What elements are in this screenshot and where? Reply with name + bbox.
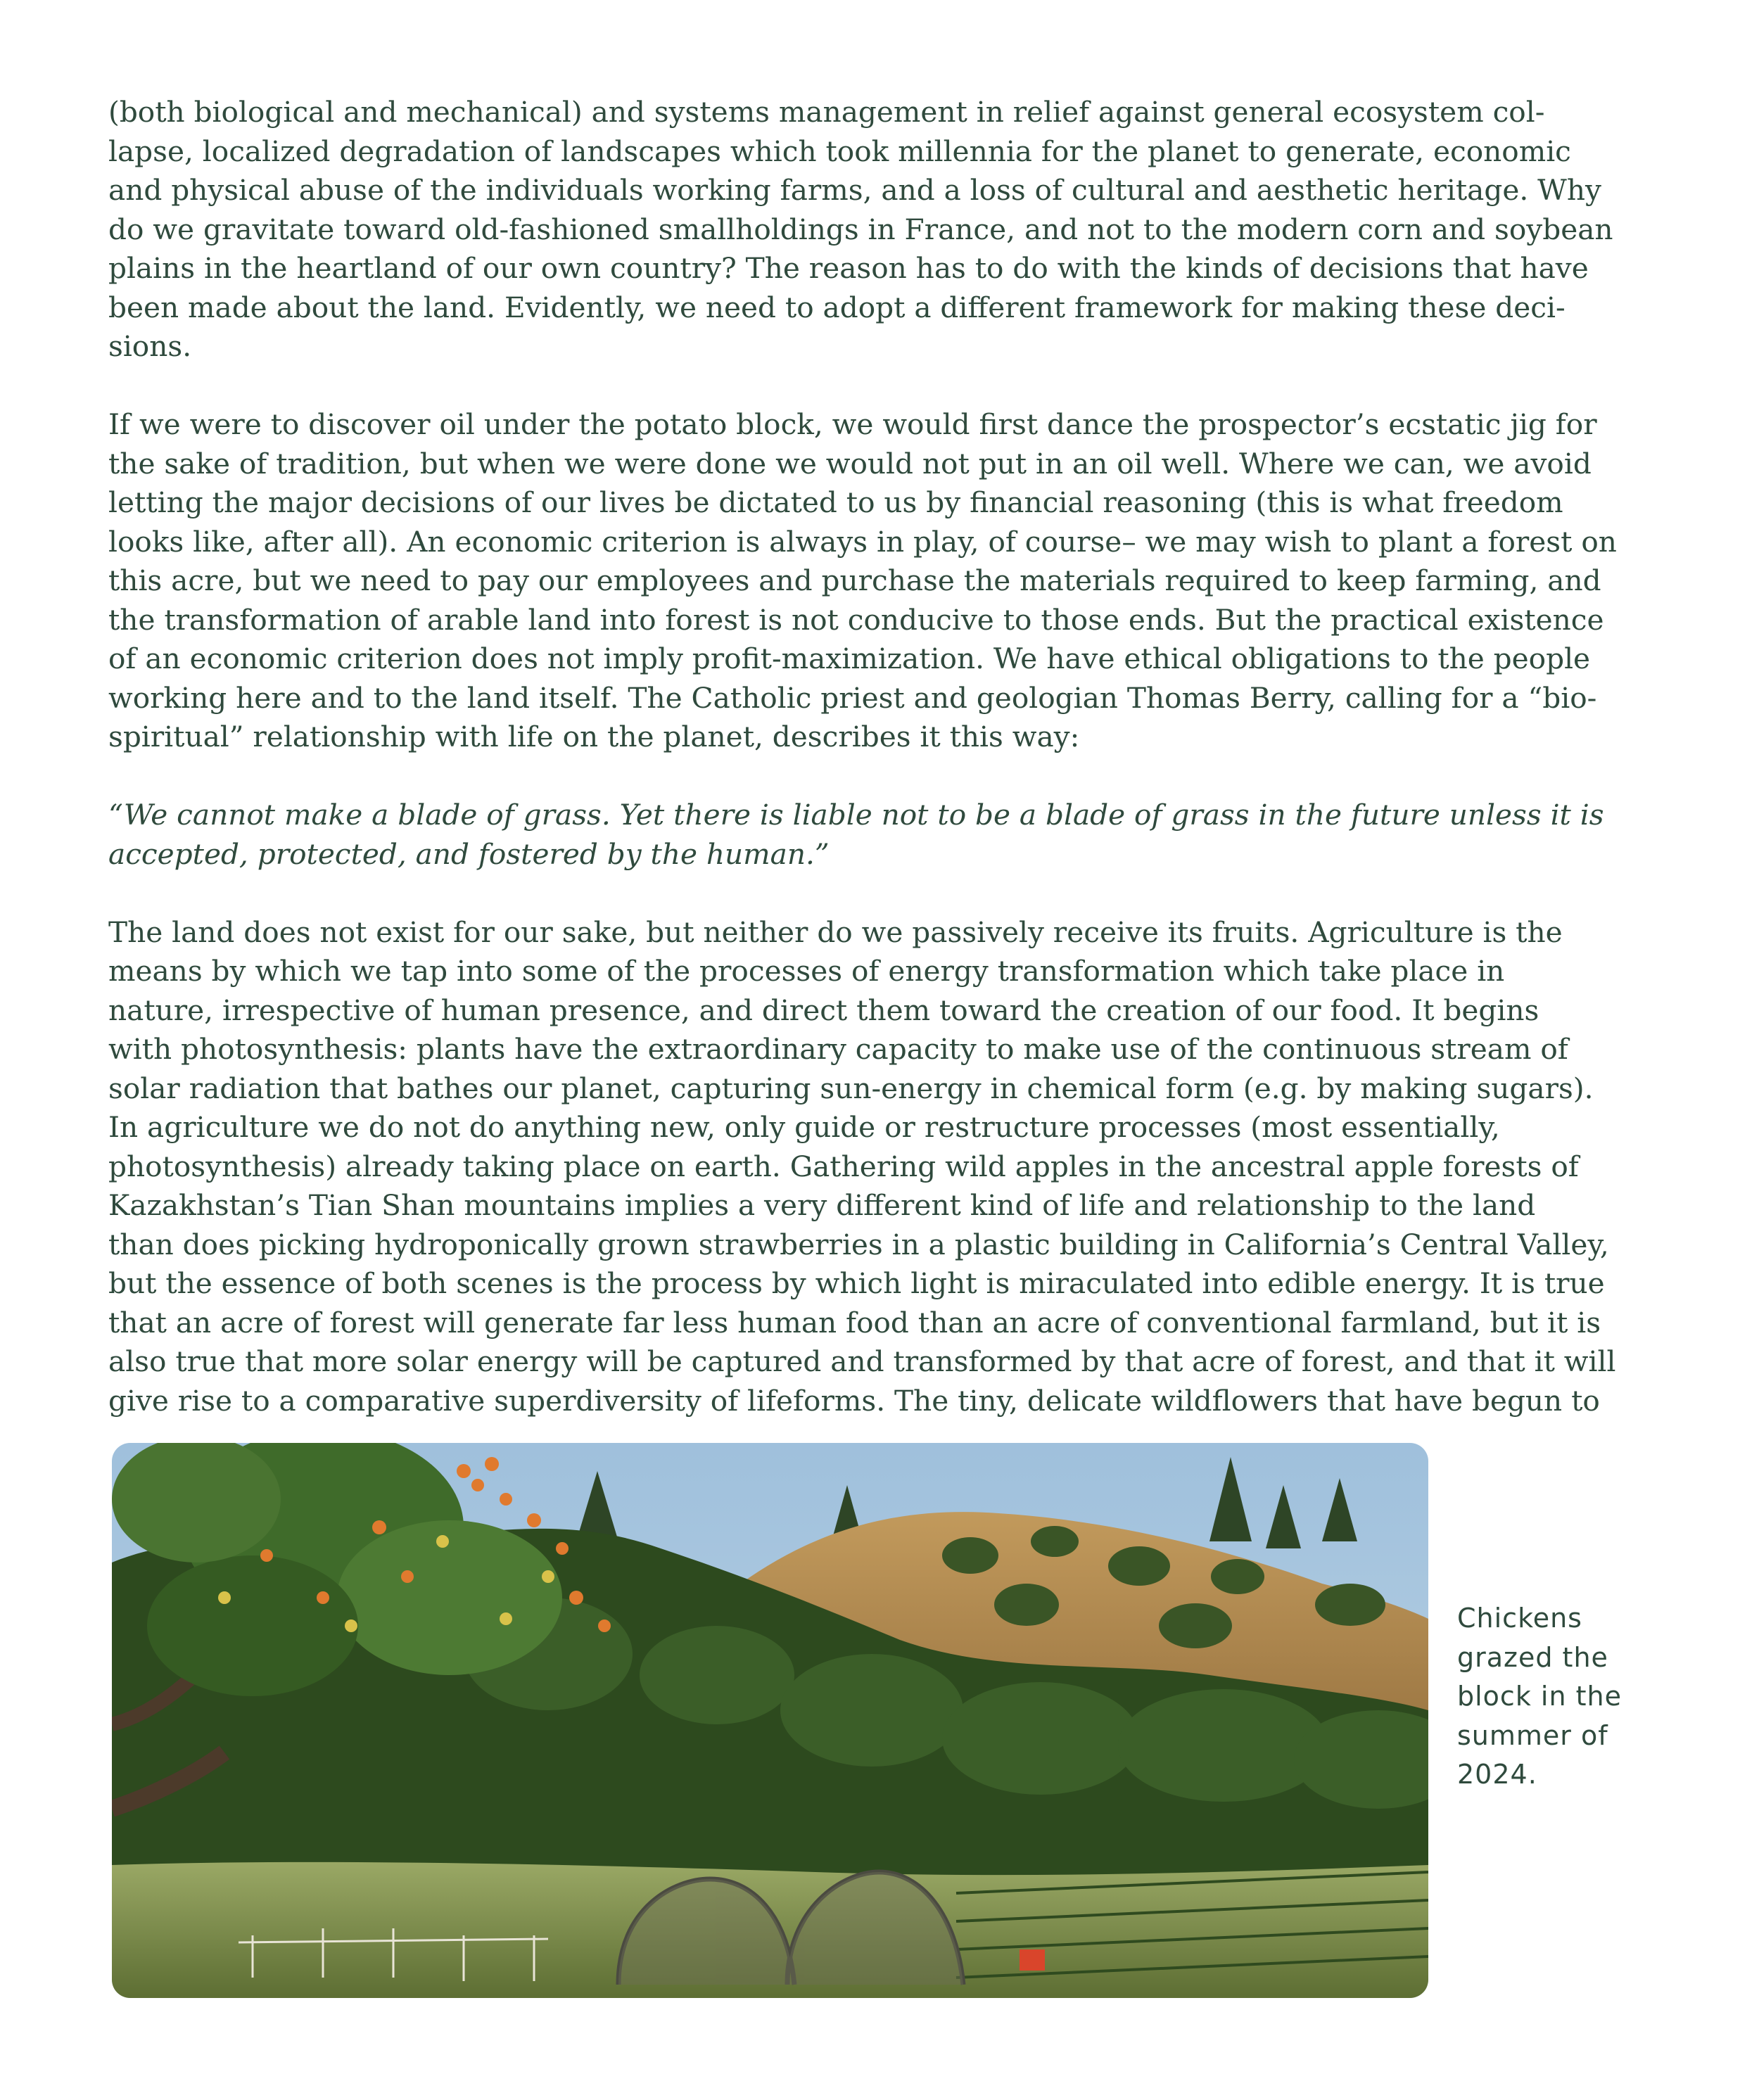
text-line: working here and to the land itself. The Catholic priest and geologian Thomas Berry, calling for a “bio- bbox=[108, 680, 1597, 715]
text-line: photosynthesis) already taking place on earth. Gathering wild apples in the ancestral apple forests of bbox=[108, 1149, 1579, 1183]
text-line: If we were to discover oil under the potato block, we would first dance the prospector’s ecstatic jig for bbox=[108, 407, 1597, 441]
farm-landscape-illustration bbox=[112, 1443, 1428, 1998]
caption-line: Chickens bbox=[1457, 1603, 1582, 1634]
caption-line: block in the bbox=[1457, 1681, 1622, 1712]
block-quote bbox=[108, 796, 1684, 874]
text-line: looks like, after all). An economic criterion is always in play, of course– we may wish to plant a forest on bbox=[108, 524, 1617, 559]
text-line: In agriculture we do not do anything new, only guide or restructure processes (most essentially, bbox=[108, 1110, 1500, 1144]
text-line: than does picking hydroponically grown strawberries in a plastic building in California’s Central Valley, bbox=[108, 1227, 1609, 1261]
text-line: (both biological and mechanical) and systems management in relief against general ecosystem col- bbox=[108, 95, 1545, 129]
farm-photo bbox=[112, 1443, 1428, 1998]
text-line: accepted, protected, and fostered by the human.” bbox=[108, 836, 830, 871]
red-bucket bbox=[1020, 1949, 1045, 1971]
text-line: spiritual” relationship with life on the planet, describes it this way: bbox=[108, 720, 1080, 753]
caption-line: grazed the bbox=[1457, 1641, 1608, 1673]
text-line: “We cannot make a blade of grass. Yet there is liable not to be a blade of grass in the future unless it is bbox=[108, 798, 1604, 832]
paragraph-land bbox=[108, 913, 1684, 1421]
article-body bbox=[108, 93, 1684, 1460]
text-line: nature, irrespective of human presence, and direct them toward the creation of our food. It begins bbox=[108, 993, 1539, 1027]
text-line: lapse, localized degradation of landscapes which took millennia for the planet to generate, economic bbox=[108, 134, 1571, 168]
text-line: the transformation of arable land into forest is not conducive to those ends. But the practical existence bbox=[108, 602, 1604, 637]
text-line: been made about the land. Evidently, we need to adopt a different framework for making these deci- bbox=[108, 290, 1566, 324]
caption-line: 2024. bbox=[1457, 1759, 1537, 1790]
text-line: means by which we tap into some of the processes of energy transformation which take place in bbox=[108, 954, 1505, 988]
text-line: the sake of tradition, but when we were done we would not put in an oil well. Where we can, we avoid bbox=[108, 446, 1592, 481]
text-line: The land does not exist for our sake, but neither do we passively receive its fruits. Agriculture is the bbox=[108, 915, 1563, 949]
text-line: that an acre of forest will generate far less human food than an acre of conventional farmland, but it is bbox=[108, 1305, 1601, 1339]
text-line: give rise to a comparative superdiversity of lifeforms. The tiny, delicate wildflowers that have begun to bbox=[108, 1383, 1600, 1418]
text-line: also true that more solar energy will be captured and transformed by that acre of forest, and that it will bbox=[108, 1344, 1616, 1378]
photo-caption bbox=[1457, 1599, 1668, 1795]
text-line: of an economic criterion does not imply profit-maximization. We have ethical obligations to the people bbox=[108, 642, 1591, 675]
text-line: plains in the heartland of our own country? The reason has to do with the kinds of decisions that have bbox=[108, 251, 1589, 285]
text-line: do we gravitate toward old-fashioned smallholdings in France, and not to the modern corn and soybean bbox=[108, 212, 1613, 246]
caption-line: summer of bbox=[1457, 1719, 1608, 1751]
text-line: solar radiation that bathes our planet, capturing sun-energy in chemical form (e.g. by making sugars). bbox=[108, 1071, 1594, 1105]
paragraph-framework bbox=[108, 93, 1684, 367]
paragraph-oil bbox=[108, 405, 1684, 757]
text-line: with photosynthesis: plants have the extraordinary capacity to make use of the continuous stream of bbox=[108, 1032, 1568, 1066]
text-line: sions. bbox=[108, 329, 192, 363]
text-line: Kazakhstan’s Tian Shan mountains implies a very different kind of life and relationship to the land bbox=[108, 1188, 1536, 1222]
text-line: letting the major decisions of our lives be dictated to us by financial reasoning (this is what freedom bbox=[108, 485, 1563, 519]
text-line: but the essence of both scenes is the process by which light is miraculated into edible energy. It is true bbox=[108, 1266, 1605, 1300]
text-line: and physical abuse of the individuals working farms, and a loss of cultural and aesthetic heritage. Why bbox=[108, 173, 1601, 207]
text-line: this acre, but we need to pay our employees and purchase the materials required to keep farming, and bbox=[108, 564, 1601, 597]
